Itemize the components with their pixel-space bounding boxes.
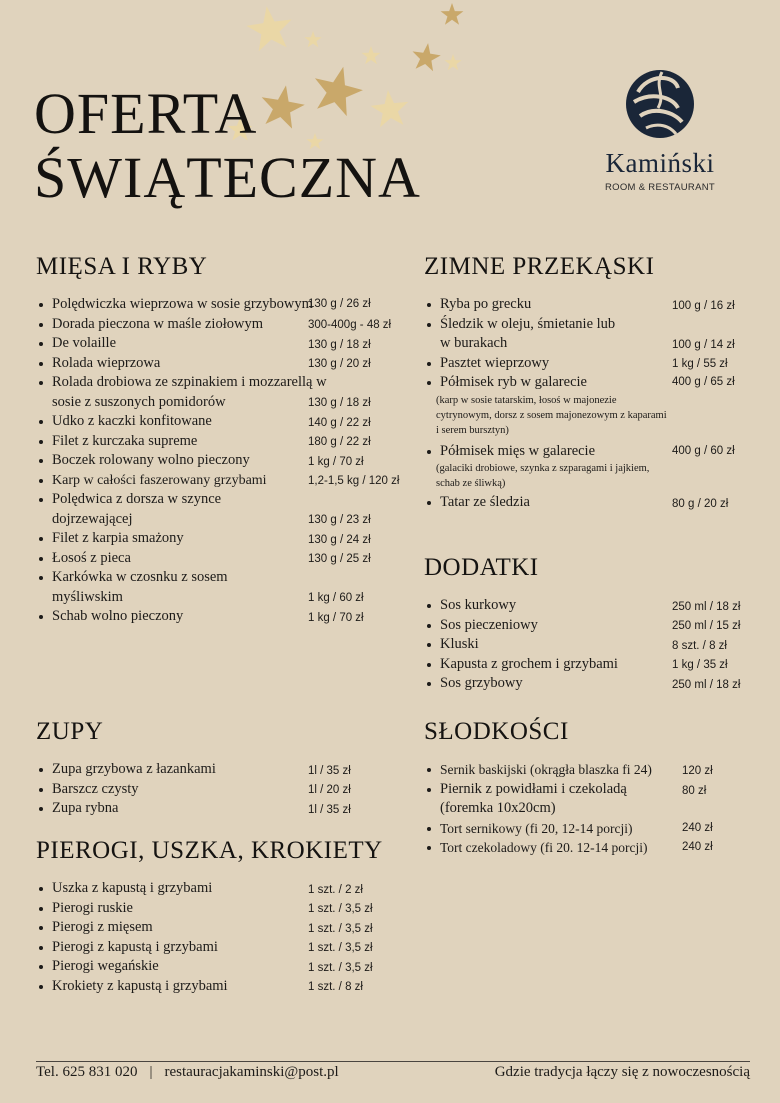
- swan-s-logo-icon: [624, 68, 696, 140]
- item-price: 250 ml / 18 zł: [672, 600, 741, 613]
- item-name: Zupa grzybowa z łazankami: [52, 761, 216, 777]
- item-price: 250 ml / 18 zł: [672, 678, 741, 691]
- section-zupy: [36, 718, 351, 819]
- star-icon: [444, 54, 461, 70]
- item-name: Sos grzybowy: [440, 675, 523, 691]
- section-dodatki: [424, 554, 741, 694]
- menu-item: [36, 354, 371, 374]
- item-name: Półmisek mięs w galarecie: [440, 442, 596, 459]
- item-name: Karp w całości faszerowany grzybami: [52, 472, 267, 488]
- menu-item: [36, 432, 371, 452]
- item-price: 1 szt. / 2 zł: [308, 883, 363, 896]
- item-name: Rolada drobiowa ze szpinakiem i mozzarellą w sosie z suszonych pomidorów: [52, 374, 327, 410]
- menu-item: [36, 315, 392, 335]
- item-name: Śledzik w oleju, śmietanie lub w burakach: [440, 315, 616, 351]
- star-icon: [244, 3, 295, 52]
- star-icon: [410, 41, 442, 72]
- star-icon: [304, 31, 321, 47]
- footer: [36, 1064, 750, 1081]
- menu-item: [424, 838, 713, 858]
- item-price: 1l / 35 zł: [308, 803, 351, 816]
- email-link[interactable]: restauracjakaminski@post.pl: [164, 1064, 339, 1080]
- menu-item: [36, 334, 371, 354]
- menu-item: [36, 938, 383, 958]
- item-name: Tort sernikowy (fi 20, 12-14 porcji): [440, 820, 633, 836]
- item-name: Krokiety z kapustą i grzybami: [52, 977, 228, 994]
- item-name: Filet z kurczaka supreme: [52, 432, 198, 449]
- menu-item: [424, 295, 735, 315]
- item-name: Kapusta z grochem i grzybami: [440, 655, 618, 672]
- item-price: 130 g / 18 zł: [308, 397, 371, 409]
- item-price: 1 kg / 70 zł: [308, 455, 364, 468]
- item-price: 180 g / 22 zł: [308, 436, 371, 448]
- menu-item: [36, 549, 371, 569]
- item-name: Tatar ze śledzia: [440, 494, 530, 510]
- item-price: 120 zł: [682, 765, 713, 777]
- item-name: Sos pieczeniowy: [440, 616, 538, 633]
- menu-item: [424, 442, 735, 492]
- section-title: DODATKI: [424, 554, 539, 581]
- item-price: 130 g / 23 zł: [308, 514, 371, 526]
- item-price: 1 szt. / 3,5 zł: [308, 942, 373, 954]
- menu-item: [36, 451, 364, 471]
- menu-item: [424, 354, 728, 374]
- menu-item: [36, 529, 371, 549]
- menu-item: [424, 655, 728, 675]
- item-price: 240 zł: [682, 821, 713, 834]
- menu-item: [36, 957, 383, 977]
- item-price: 400 g / 65 zł: [672, 376, 735, 388]
- menu-item: [424, 315, 735, 354]
- menu-item: [424, 819, 713, 839]
- item-name: Uszka z kapustą i grzybami: [52, 880, 213, 896]
- item-price: 250 ml / 15 zł: [672, 620, 741, 632]
- menu-item: [36, 918, 383, 938]
- item-price: 130 g / 20 zł: [308, 358, 371, 370]
- item-price: 130 g / 25 zł: [308, 553, 371, 565]
- title-line-2: ŚWIĄTECZNA: [34, 145, 421, 210]
- item-price: 1,2-1,5 kg / 120 zł: [308, 475, 400, 487]
- item-price: 1 kg / 55 zł: [672, 358, 728, 370]
- item-price: 1l / 20 zł: [308, 784, 351, 796]
- section-zimne-przekaski: [424, 253, 735, 513]
- item-price: 1 kg / 35 zł: [672, 659, 728, 671]
- title-line-1: OFERTA: [34, 81, 258, 146]
- item-name: Pierogi ruskie: [52, 899, 133, 916]
- item-name: Pierogi wegańskie: [52, 958, 159, 974]
- brand-name: Kamiński: [605, 148, 715, 178]
- item-name: Pierogi z kapustą i grzybami: [52, 938, 218, 955]
- menu-item: [36, 295, 371, 315]
- item-price: 1 szt. / 3,5 zł: [308, 922, 373, 935]
- menu-item: [424, 493, 729, 513]
- brand-subtitle: ROOM & RESTAURANT: [605, 182, 715, 193]
- item-price: 100 g / 16 zł: [672, 299, 735, 312]
- menu-item: [36, 412, 371, 432]
- menu-item: [36, 899, 383, 919]
- section-title: MIĘSA I RYBY: [36, 253, 208, 280]
- star-icon: [441, 3, 464, 25]
- item-name: Zupa rybna: [52, 800, 119, 816]
- item-price: 1l / 35 zł: [308, 764, 351, 777]
- item-name: De volaille: [52, 335, 117, 351]
- menu-item: [424, 760, 713, 780]
- section-title: ZUPY: [36, 718, 104, 745]
- item-note: (galaciki drobiowe, szynka z szparagami i jajkiem, schab ze śliwką): [436, 463, 650, 489]
- menu-item: [424, 596, 741, 616]
- brand-logo: [590, 68, 730, 193]
- section-pierogi: [36, 837, 383, 996]
- contact-info: [36, 1064, 339, 1081]
- item-name: Tort czekoladowy (fi 20. 12-14 porcji): [440, 840, 648, 855]
- item-price: 80 g / 20 zł: [672, 497, 729, 510]
- item-price: 130 g / 26 zł: [308, 298, 371, 310]
- item-name: Karkówka w czosnku z sosem myśliwskim: [52, 569, 228, 605]
- item-price: 100 g / 14 zł: [672, 338, 735, 351]
- item-name: Polędwiczka wieprzowa w sosie grzybowym: [52, 296, 313, 312]
- item-price: 130 g / 18 zł: [308, 338, 371, 351]
- menu-item: [36, 760, 351, 780]
- item-price: 1 szt. / 3,5 zł: [308, 961, 373, 974]
- menu-item: [36, 780, 351, 800]
- section-miesa-i-ryby: [36, 253, 400, 627]
- menu-item: [424, 780, 707, 819]
- item-name: Polędwica z dorsza w szynce dojrzewającej: [52, 491, 222, 527]
- item-price: 1 kg / 70 zł: [308, 611, 364, 624]
- menu-item: [36, 490, 371, 529]
- item-name: Pierogi z mięsem: [52, 919, 153, 935]
- item-name: Sernik baskijski (okrągła blaszka fi 24): [440, 762, 652, 777]
- section-title: SŁODKOŚCI: [424, 718, 569, 745]
- item-name: Filet z karpia smażony: [52, 530, 184, 546]
- menu-item: [424, 373, 735, 438]
- item-name: Rolada wieprzowa: [52, 354, 161, 371]
- menu-item: [424, 674, 741, 694]
- item-price: 140 g / 22 zł: [308, 416, 371, 429]
- menu-item: [424, 635, 727, 655]
- item-price: 300-400g - 48 zł: [308, 319, 392, 331]
- item-name: Pasztet wieprzowy: [440, 354, 550, 371]
- footer-separator: |: [149, 1064, 153, 1080]
- menu-item: [36, 373, 371, 412]
- item-name: Piernik z powidłami i czekoladą (foremka 10x20cm): [440, 780, 627, 816]
- item-name: Ryba po grecku: [440, 296, 532, 312]
- menu-item: [424, 616, 741, 636]
- menu-item: [36, 977, 383, 997]
- item-name: Kluski: [440, 636, 479, 652]
- item-name: Dorada pieczona w maśle ziołowym: [52, 315, 263, 332]
- menu-list: [424, 596, 741, 694]
- menu-list: [36, 295, 400, 627]
- menu-item: [36, 879, 383, 899]
- section-title: PIEROGI, USZKA, KROKIETY: [36, 837, 383, 864]
- star-icon: [361, 46, 380, 64]
- item-name: Łosoś z pieca: [52, 549, 131, 566]
- phone-number[interactable]: Tel. 625 831 020: [36, 1064, 138, 1080]
- item-price: 400 g / 60 zł: [672, 444, 735, 457]
- footer-divider: [36, 1061, 750, 1062]
- tagline: Gdzie tradycja łączy się z nowoczesnością: [494, 1064, 750, 1080]
- item-name: Udko z kaczki konfitowane: [52, 413, 212, 429]
- item-price: 8 szt. / 8 zł: [672, 639, 727, 652]
- menu-list: [36, 879, 383, 996]
- item-price: 1 szt. / 8 zł: [308, 981, 363, 993]
- section-slodkosci: [424, 718, 713, 858]
- menu-list: [424, 760, 713, 858]
- menu-item: [36, 799, 351, 819]
- item-price: 80 zł: [682, 784, 707, 797]
- menu-item: [36, 471, 400, 491]
- menu-item: [36, 607, 364, 627]
- item-name: Schab wolno pieczony: [52, 608, 184, 624]
- menu-list: [424, 295, 735, 513]
- item-price: 1 kg / 60 zł: [308, 592, 364, 604]
- item-name: Boczek rolowany wolno pieczony: [52, 452, 250, 468]
- item-price: 1 szt. / 3,5 zł: [308, 903, 373, 915]
- section-title: ZIMNE PRZEKĄSKI: [424, 253, 655, 280]
- item-name: Półmisek ryb w galarecie: [440, 374, 587, 390]
- item-name: Sos kurkowy: [440, 597, 517, 613]
- item-note: (karp w sosie tatarskim, łosoś w majonezie cytrynowym, dorsz z sosem majonezowym z kaparami i serem bursztyn): [436, 394, 667, 436]
- page-title: [34, 82, 421, 210]
- menu-item: [36, 568, 364, 607]
- menu-list: [36, 760, 351, 819]
- item-price: 130 g / 24 zł: [308, 533, 371, 546]
- item-price: 240 zł: [682, 841, 713, 853]
- item-name: Barszcz czysty: [52, 780, 139, 797]
